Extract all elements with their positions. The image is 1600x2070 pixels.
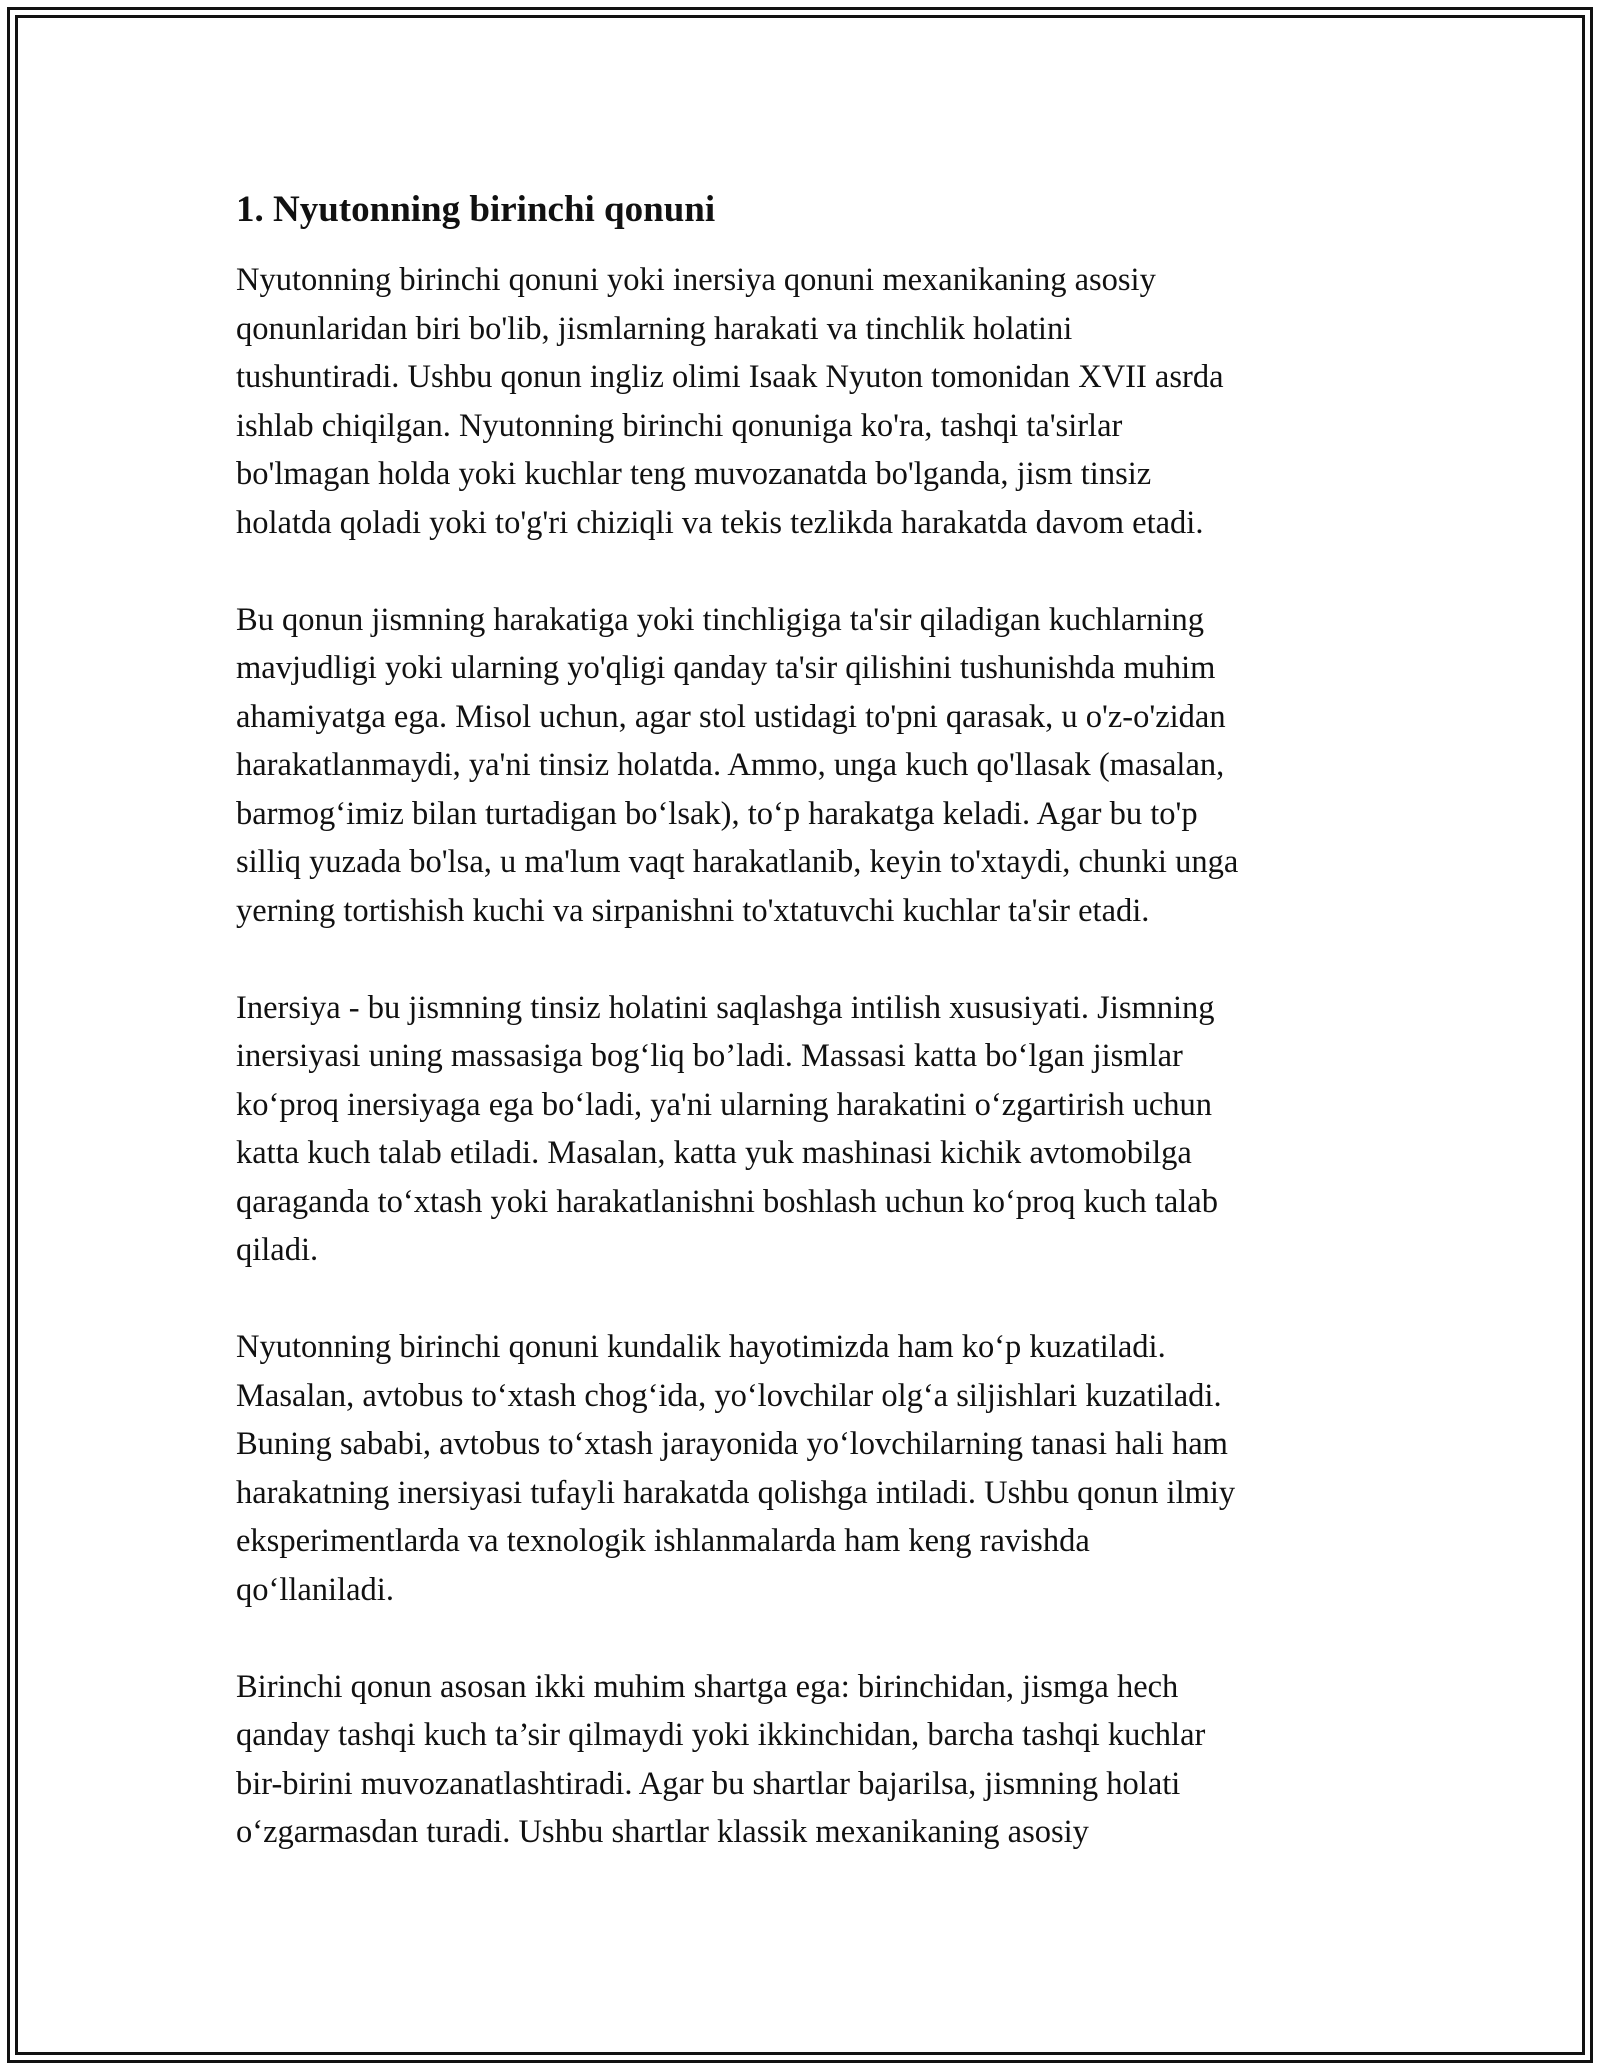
paragraph-2: Bu qonun jismning harakatiga yoki tinchligiga ta'sir qiladigan kuchlarning mavjudligi yoki ularning yo'qligi qanday ta'sir qilishini tushunishda muhim ahamiyatga ega. Misol uchun, agar stol ustidagi to'pni qarasak, u o'z-o'zidan harakatlanmaydi, ya'ni tinsiz holatda. Ammo, unga kuch qo'llasak (masalan, barmog‘imiz bilan turtadigan bo‘lsak), to‘p harakatga keladi. Agar bu to'p silliq yuzada bo'lsa, u ma'lum vaqt harakatlanib, keyin to'xtaydi, chunki unga yerning tortishish kuchi va sirpanishni to'xtatuvchi kuchlar ta'sir etadi.: [236, 601, 1239, 929]
paragraph-5: Birinchi qonun asosan ikki muhim shartga ega: birinchidan, jismga hech qanday tashqi kuch ta’sir qilmaydi yoki ikkinchidan, barcha tashqi kuchlar bir-birini muvozanatlashtiradi. Agar bu shartlar bajarilsa, jismning holati o‘zgarmasdan turadi. Ushbu shartlar klassik mexanikaning asosiy: [236, 1668, 1206, 1850]
paragraph-4: Nyutonning birinchi qonuni kundalik hayotimizda ham ko‘p kuzatiladi. Masalan, avtobus to‘xtash chog‘ida, yo‘lovchilar olg‘a siljishlari kuzatiladi. Buning sababi, avtobus to‘xtash jarayonida yo‘lovchilarning tanasi hali ham harakatning inersiyasi tufayli harakatda qolishga intiladi. Ushbu qonun ilmiy eksperimentlarda va texnologik ishlanmalarda ham keng ravishda qo‘llaniladi.: [236, 1329, 1236, 1608]
paragraph-1: Nyutonning birinchi qonuni yoki inersiya qonuni mexanikaning asosiy qonunlaridan biri bo'lib, jismlarning harakati va tinchlik holatini tushuntiradi. Ushbu qonun ingliz olimi Isaak Nyuton tomonidan XVII asrda ishlab chiqilgan. Nyutonning birinchi qonuniga ko'ra, tashqi ta'sirlar bo'lmagan holda yoki kuchlar teng muvozanatda bo'lganda, jism tinsiz holatda qoladi yoki to'g'ri chiziqli va tekis tezlikda harakatda davom etadi.: [236, 262, 1224, 541]
paragraph-3: Inersiya - bu jismning tinsiz holatini saqlashga intilish xususiyati. Jismning inersiyasi uning massasiga bog‘liq bo’ladi. Massasi katta bo‘lgan jismlar ko‘proq inersiyaga ega bo‘ladi, ya'ni ularning harakatini o‘zgartirish uchun katta kuch talab etiladi. Masalan, katta yuk mashinasi kichik avtomobilga qaraganda to‘xtash yoki harakatlanishni boshlash uchun ko‘proq kuch talab qiladi.: [236, 989, 1218, 1268]
section-heading: 1. Nyutonning birinchi qonuni: [236, 189, 716, 230]
document-body: [236, 185, 1386, 1905]
